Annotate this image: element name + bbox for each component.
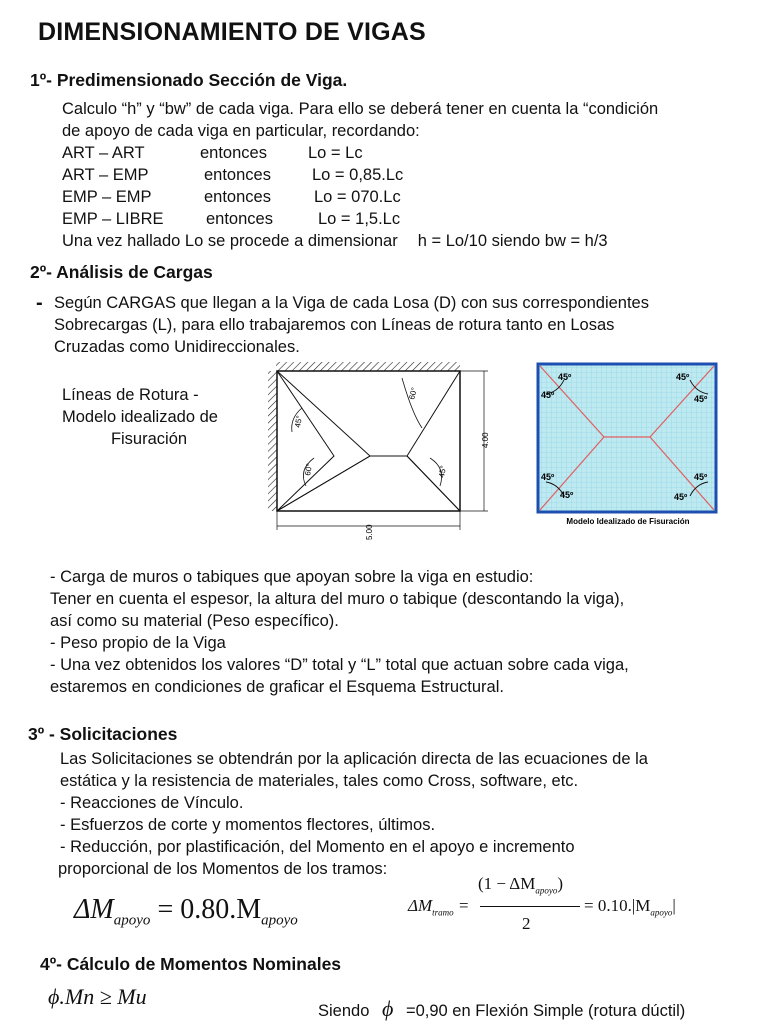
equation-moment-reduction [74, 894, 298, 930]
support-word: entonces [200, 144, 267, 162]
text-line: proporcional de los Momentos de los tramos: [58, 860, 388, 878]
support-row [62, 186, 658, 208]
text-line: Cruzadas como Unidireccionales. [54, 338, 300, 356]
support-condition: ART – ART [62, 144, 145, 162]
angle-label: 45º [541, 472, 555, 482]
section-1-body [62, 98, 658, 252]
dimension-height: 4.00 [481, 432, 490, 448]
angle-label-60: 60° [303, 462, 315, 477]
angle-label-60: 60° [407, 386, 420, 401]
section-2-list [50, 566, 629, 698]
angle-label: 45º [674, 492, 688, 502]
eq-term: = 0.80.M [150, 894, 262, 925]
text-line: estática y la resistencia de materiales, tales como Cross, software, etc. [60, 772, 579, 790]
support-equation: Lo = Lc [308, 144, 363, 162]
support-equation: Lo = 1,5.Lc [318, 210, 401, 228]
support-equation: Lo = 0,85.Lc [312, 166, 404, 184]
equation-span-moment: $\Delta M_{tramo}$ = [408, 896, 470, 918]
support-row [62, 164, 658, 186]
figure-label-line: Líneas de Rotura - [62, 386, 199, 404]
text-part: Una vez hallado Lo se procede a dimensionar [62, 232, 398, 250]
text-line: - Carga de muros o tabiques que apoyan sobre la viga en estudio: [50, 568, 534, 586]
eq-term: ΔM [74, 894, 114, 925]
angle-label-45: 45° [437, 464, 449, 479]
section-1-heading: 1º- Predimensionado Sección de Viga. [30, 70, 348, 90]
angle-label: 45º [694, 472, 708, 482]
text-line: Según CARGAS que llegan a la Viga de cada Losa (D) con sus correspondientes [54, 294, 649, 312]
angle-label: 45º [560, 490, 574, 500]
figure-caption: Modelo Idealizado de Fisuración [566, 517, 690, 526]
eq-subscript: apoyo [261, 912, 298, 929]
eq-term: ΔM [408, 896, 433, 915]
eq-rhs [584, 896, 676, 917]
yield-line-diagram [262, 358, 502, 548]
phi-note [318, 998, 685, 1022]
eq-subscript: apoyo [113, 912, 151, 929]
eq-subscript: apoyo [535, 885, 558, 896]
support-row [62, 142, 658, 164]
eq-numerator [478, 874, 563, 895]
support-equation: Lo = 070.Lc [314, 188, 401, 206]
angle-label: 45º [558, 372, 572, 382]
angle-label-45: 45° [293, 414, 305, 429]
figure-label-line: Modelo idealizado de [62, 408, 218, 426]
text-line: - Peso propio de la Viga [50, 634, 226, 652]
support-row [62, 208, 658, 230]
text-line: Calculo “h” y “bw” de cada viga. Para ello se deberá tener en cuenta la “condición [62, 100, 659, 118]
text-line [62, 230, 658, 252]
text-line: - Reducción, por plastificación, del Momento en el apoyo e incremento [60, 838, 575, 856]
text-part: Siendo [318, 1002, 370, 1020]
text-line: de apoyo de cada viga en particular, recordando: [62, 122, 420, 140]
section-3-heading: 3º - Solicitaciones [28, 724, 178, 744]
text-line: Tener en cuenta el espesor, la altura del muro o tabique (descontando la viga), [50, 590, 625, 608]
dimension-width: 5.00 [365, 524, 374, 540]
eq-term: ) [557, 874, 564, 893]
support-word: entonces [204, 188, 271, 206]
support-condition: ART – EMP [62, 166, 149, 184]
eq-denominator: 2 [522, 914, 531, 933]
angle-label: 45º [541, 390, 555, 400]
eq-subscript: tramo [432, 907, 454, 918]
formula-text: h = Lo/10 siendo bw = h/3 [417, 232, 608, 250]
section-2-heading: 2º- Análisis de Cargas [30, 262, 213, 282]
angle-label: 45º [676, 372, 690, 382]
text-line: así como su material (Peso específico). [50, 612, 339, 630]
left-support-hatch [268, 371, 277, 511]
text-line: - Una vez obtenidos los valores “D” total y “L” total que actuan sobre cada viga, [50, 656, 629, 674]
text-line: Las Solicitaciones se obtendrán por la aplicación directa de las ecuaciones de la [60, 750, 648, 768]
top-support-hatch [276, 362, 460, 371]
text-line: estaremos en condiciones de graficar el Esquema Estructural. [50, 678, 504, 696]
figure-label-line: Fisuración [110, 430, 188, 448]
support-condition: EMP – EMP [62, 188, 152, 206]
eq-term: | [672, 896, 676, 915]
page-title: DIMENSIONAMIENTO DE VIGAS [38, 18, 426, 46]
text-line: - Esfuerzos de corte y momentos flectores, últimos. [60, 816, 436, 834]
cracking-model-diagram [536, 362, 720, 530]
text-part: =0,90 en Flexión Simple (rotura dúctil) [405, 1002, 686, 1020]
eq-term: (1 − ΔM [478, 874, 536, 893]
equation-nominal-moment: ϕ.Mn ≥ Mu [48, 984, 147, 1009]
section-3-body [60, 748, 648, 880]
support-condition: EMP – LIBRE [62, 210, 164, 228]
text-line: - Reacciones de Vínculo. [60, 794, 244, 812]
support-word: entonces [204, 166, 271, 184]
slab-outline [277, 371, 460, 511]
eq-subscript: apoyo [650, 907, 673, 918]
fraction-bar [480, 906, 580, 907]
text-line: Sobrecargas (L), para ello trabajaremos con Líneas de rotura tanto en Losas [54, 316, 615, 334]
section-4-heading: 4º- Cálculo de Momentos Nominales [40, 954, 342, 974]
figure-label [56, 384, 242, 450]
phi-symbol: ϕ [381, 996, 394, 1021]
support-word: entonces [206, 210, 273, 228]
eq-term: = 0.10.|M [584, 896, 651, 915]
angle-label: 45º [694, 394, 708, 404]
section-2-intro [54, 292, 649, 358]
bullet: - [36, 292, 43, 314]
